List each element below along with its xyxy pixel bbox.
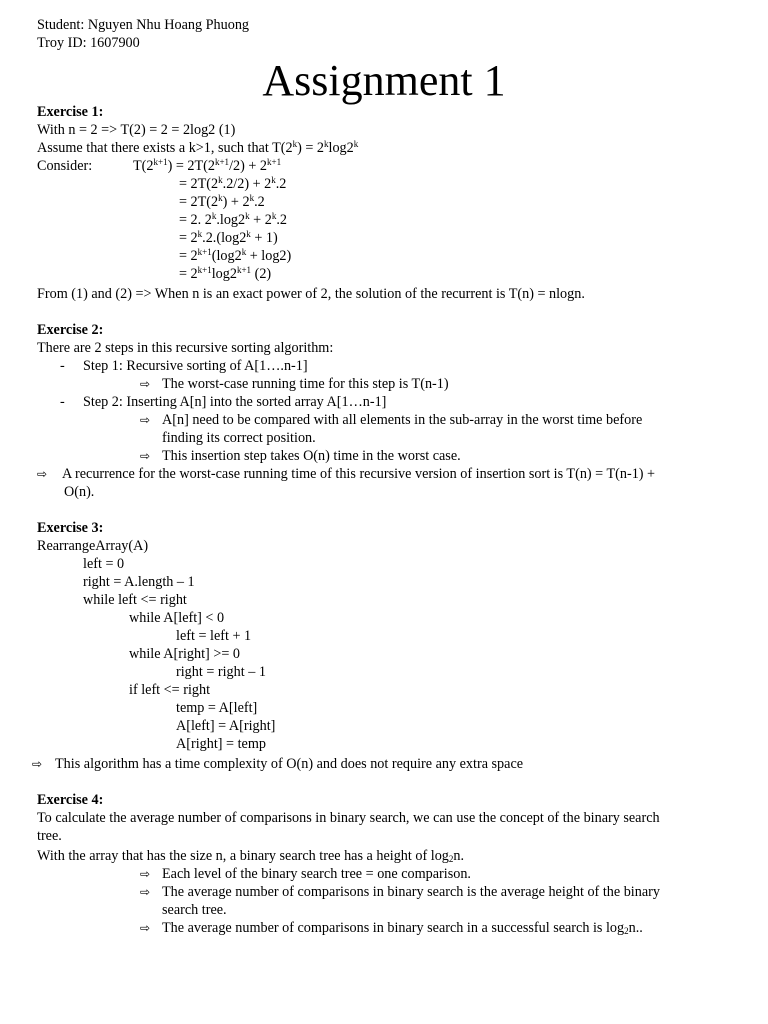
arrow-icon: ⇨ xyxy=(37,467,48,481)
ex2-step2-detail-line2: finding its correct position. xyxy=(162,430,316,446)
ex2-step1: Step 1: Recursive sorting of A[1….n-1] xyxy=(83,358,308,374)
arrow-icon: ⇨ xyxy=(140,413,151,427)
ex2-step2-detail2: This insertion step takes O(n) time in the worst case. xyxy=(162,448,461,464)
ex2-intro: There are 2 steps in this recursive sorting algorithm: xyxy=(37,340,334,356)
ex1-consider-label: Consider: xyxy=(37,158,93,174)
dash-bullet: - xyxy=(60,394,65,410)
ex4-paragraph-line2: tree. xyxy=(37,828,62,844)
code-line: A[right] = temp xyxy=(176,736,266,752)
arrow-icon: ⇨ xyxy=(140,449,151,463)
ex1-conclusion: From (1) and (2) => When n is an exact power of 2, the solution of the recurrent is T(n) = nlogn. xyxy=(37,286,585,302)
ex4-bullet-2-line2: search tree. xyxy=(162,902,227,918)
student-name: Student: Nguyen Nhu Hoang Phuong xyxy=(37,17,250,33)
ex3-conclusion: This algorithm has a time complexity of O(n) and does not require any extra space xyxy=(55,756,524,772)
ex2-conclusion-line2: O(n). xyxy=(64,484,95,500)
ex1-derivation-line: = $2T(2^k.2/2) + 2^k.2$ xyxy=(179,175,287,192)
ex2-conclusion-line1: A recurrence for the worst-case running time of this recursive version of insertion sort is T(n) = T(n-1) + xyxy=(62,466,656,482)
ex1-derivation-line: $T(2^{k+1}) = 2T(2^{k+1}/2) + 2^{k+1}$ xyxy=(133,157,282,174)
exercise-2-heading: Exercise 2: xyxy=(37,322,104,338)
code-line: A[left] = A[right] xyxy=(176,718,276,734)
dash-bullet: - xyxy=(60,358,65,374)
ex1-derivation-line: = $2^{k+1}(\log 2^k + \log 2)$ xyxy=(179,247,292,264)
ex2-step2: Step 2: Inserting A[n] into the sorted array A[1…n-1] xyxy=(83,394,387,410)
ex4-bullet-3: The average number of comparisons in binary search in a successful search is $\log_2n$.. xyxy=(162,920,643,936)
code-line: left = left + 1 xyxy=(176,628,252,644)
code-line: if left <= right xyxy=(129,682,211,698)
page-title: Assignment 1 xyxy=(262,56,506,105)
troy-id: Troy ID: 1607900 xyxy=(37,35,140,51)
ex1-derivation-line: = $2^k.2.(\log 2^k + 1)$ xyxy=(179,229,278,246)
ex1-derivation-line: = $2^{k+1}\log 2^{k+1}$ (2) xyxy=(179,265,272,282)
code-line: while left <= right xyxy=(83,592,187,608)
arrow-icon: ⇨ xyxy=(140,921,151,935)
ex4-bullet-2-line1: The average number of comparisons in binary search is the average height of the binary xyxy=(162,884,660,900)
arrow-icon: ⇨ xyxy=(140,885,151,899)
exercise-4-heading: Exercise 4: xyxy=(37,792,104,808)
exercise-1-heading: Exercise 1: xyxy=(37,104,104,120)
ex4-tree-height: With the array that has the size n, a binary search tree has a height of $\log_2n$. xyxy=(37,848,465,864)
ex1-derivation-line: = $2T(2^k) + 2^k.2$ xyxy=(179,193,265,210)
ex4-paragraph-line1: To calculate the average number of comparisons in binary search, we can use the concept of the binary search xyxy=(37,810,660,826)
code-line: temp = A[left] xyxy=(176,700,258,716)
code-line: while A[left] < 0 xyxy=(129,610,225,626)
code-line: right = right – 1 xyxy=(176,664,266,680)
arrow-icon: ⇨ xyxy=(140,377,151,391)
ex2-step2-detail-line1: A[n] need to be compared with all elements in the sub-array in the worst time before xyxy=(162,412,643,428)
ex4-bullet-1: Each level of the binary search tree = one comparison. xyxy=(162,866,471,882)
code-line: RearrangeArray(A) xyxy=(37,538,149,554)
ex1-derivation-line: = 2. $2^k.\log 2^k + 2^k.2$ xyxy=(179,211,287,228)
exercise-3-heading: Exercise 3: xyxy=(37,520,104,536)
ex1-base-case: With n = 2 => T(2) = 2 = 2log2 (1) xyxy=(37,122,236,138)
ex2-step1-detail: The worst-case running time for this step is T(n-1) xyxy=(162,376,449,392)
ex1-assumption: Assume that there exists a k>1, such that $T(2^k) = 2^k\log 2^k$ xyxy=(37,139,359,156)
code-line: right = A.length – 1 xyxy=(83,574,195,590)
arrow-icon: ⇨ xyxy=(32,757,43,771)
arrow-icon: ⇨ xyxy=(140,867,151,881)
code-line: left = 0 xyxy=(83,556,125,572)
code-line: while A[right] >= 0 xyxy=(129,646,240,662)
